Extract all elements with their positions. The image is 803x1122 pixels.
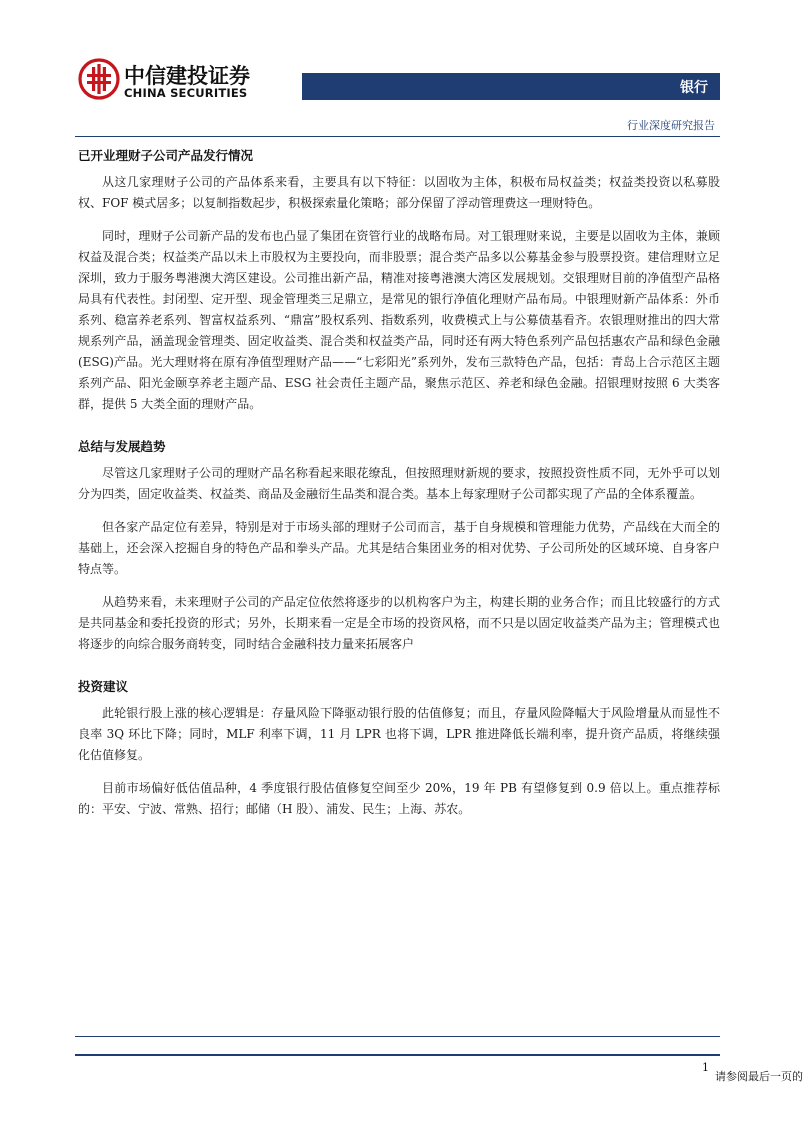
paragraph: 从趋势来看，未来理财子公司的产品定位依然将逐步的以机构客户为主，构建长期的业务合作；而且比较盛行的方式是共同基金和委托投资的形式；另外，长期来看一定是全市场的投资风格，而不只是以固定收益类产品为主；管理模式也将逐步的向综合服务商转变，同时结合金融科技力量来拓展客户 [78, 595, 720, 651]
logo-emblem-icon [78, 58, 120, 100]
section-heading-investment-advice: 投资建议 [78, 679, 129, 694]
page-header [0, 0, 793, 132]
paragraph: 但各家产品定位有差异，特别是对于市场头部的理财子公司而言，基于自身规模和管理能力优势，产品线在大而全的基础上，还会深入挖掘自身的特色产品和拳头产品。尤其是结合集团业务的相对优势、子公司所处的区域环境、自身客户特点等。 [78, 520, 720, 576]
logo-chinese-name: 中信建投证券 [124, 64, 250, 88]
footer-divider-thick [75, 1054, 720, 1056]
paragraph: 此轮银行股上涨的核心逻辑是：存量风险下降驱动银行股的估值修复；而且，存量风险降幅大于风险增量从而显性不良率 3Q 环比下降；同时，MLF 利率下调，11 月 LPR 也将下调，LPR 推进降低长端利率，提升资产品质，将继续强化估值修复。 [78, 706, 720, 762]
paragraph: 从这几家理财子公司的产品体系来看，主要具有以下特征：以固收为主体，积极布局权益类；权益类投资以私募股权、FOF 模式居多；以复制指数起步，积极探索量化策略；部分保留了浮动管理费这一理财特色。 [78, 175, 720, 210]
sector-banner [302, 73, 720, 100]
paragraph: 尽管这几家理财子公司的理财产品名称看起来眼花缭乱，但按照理财新规的要求，按照投资性质不同，无外乎可以划分为四类，固定收益类、权益类、商品及金融衍生品类和混合类。基本上每家理财子公司都实现了产品的全体系覆盖。 [78, 466, 720, 501]
sector-label: 银行 [680, 80, 708, 96]
section-heading-summary-trends: 总结与发展趋势 [78, 439, 166, 454]
header-divider [75, 136, 720, 137]
paragraph: 同时，理财子公司新产品的发布也凸显了集团在资管行业的战略布局。对工银理财来说，主要是以固收为主体，兼顾权益及混合类；权益类产品以未上市股权为主要投向，而非股票；混合类产品多以公募基金参与股票投资。建信理财立足深圳，致力于服务粤港澳大湾区建设。公司推出新产品，精准对接粤港澳大湾区发展规划。交银理财目前的净值型产品格局具有代表性。封闭型、定开型、现金管理类三足鼎立，是常见的银行净值化理财产品布局。中银理财新产品体系：外币系列、稳富养老系列、智富权益系列、“鼎富”股权系列、指数系列，收费模式上与公募债基看齐。农银理财推出的四大常规系列产品，涵盖现金管理类、固定收益类、混合类和权益类产品，同时还有两大特色系列产品包括惠农产品和绿色金融(ESG)产品。光大理财将在原有净值型理财产品——“七彩阳光”系列外，发布三款特色产品，包括：青岛上合示范区主题系列产品、阳光金颐享养老主题产品、ESG 社会责任主题产品，聚焦示范区、养老和绿色金融。招银理财按照 6 大类客群，提供 5 大类全面的理财产品。 [78, 229, 720, 411]
disclaimer-note: 请参阅最后一页的 [715, 1070, 803, 1083]
section-heading-product-issuance: 已开业理财子公司产品发行情况 [78, 148, 254, 163]
footer-divider [75, 1036, 720, 1037]
paragraph: 目前市场偏好低估值品种，4 季度银行股估值修复空间至少 20%，19 年 PB 有望修复到 0.9 倍以上。重点推荐标的：平安、宁波、常熟、招行；邮储（H 股）、浦发、民生；上海、苏农。 [78, 781, 720, 816]
main-content [78, 146, 720, 820]
report-type: 行业深度研究报告 [627, 119, 715, 132]
company-logo [78, 58, 258, 102]
page-number: 1 [702, 1061, 709, 1074]
logo-english-name: CHINA SECURITIES [124, 86, 248, 100]
